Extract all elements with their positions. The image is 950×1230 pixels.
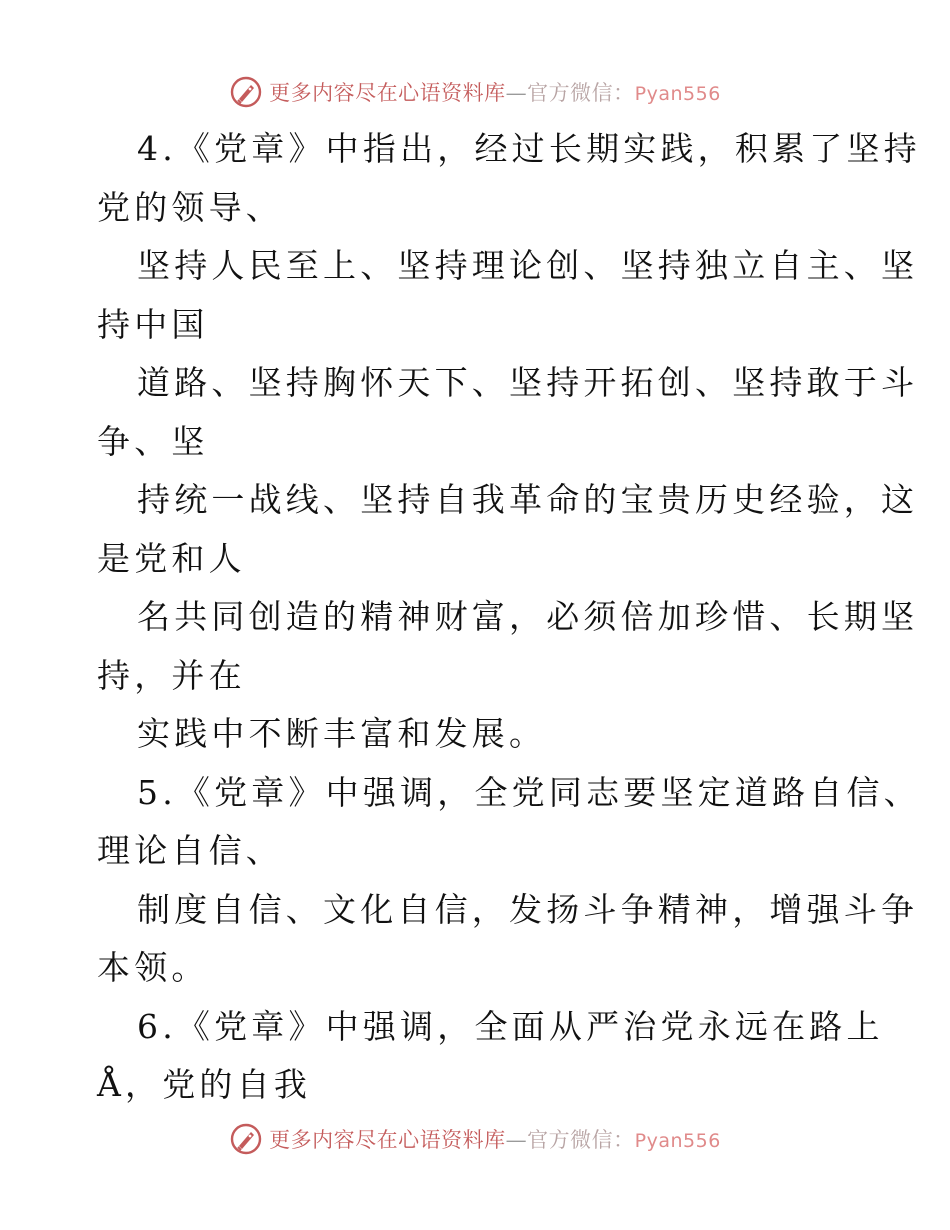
- watermark-text: [269, 77, 721, 107]
- text-line: 6.《党章》中强调，全面从严治党永远在路上: [137, 1006, 884, 1046]
- watermark-text: [269, 1124, 721, 1154]
- document-body: [97, 120, 921, 1115]
- watermark-dash: —: [505, 1128, 528, 1152]
- text-line: 道路、坚持胸怀天下、坚持开拓创、坚持敢于斗: [137, 363, 919, 402]
- text-line: 名共同创造的精神财富，必须倍加珍惜、长期坚: [137, 597, 919, 636]
- pen-nib-icon: [229, 1122, 263, 1156]
- watermark-wechat-id: Pyan556: [634, 1130, 721, 1152]
- text-line: 5.《党章》中强调，全党同志要坚定道路自信、: [137, 772, 921, 812]
- watermark-prefix: 更多内容尽在心语资料库: [269, 1128, 506, 1152]
- text-line: 持，并在: [97, 655, 246, 695]
- text-line: 制度自信、文化自信，发扬斗争精神，增强斗争: [137, 889, 919, 929]
- watermark-wechat-id: Pyan556: [634, 83, 721, 105]
- text-line: 争、坚: [97, 421, 209, 461]
- text-line: 持中国: [97, 304, 209, 344]
- watermark-prefix: 更多内容尽在心语资料库: [269, 81, 506, 105]
- pen-nib-icon: [229, 75, 263, 109]
- header-watermark: [0, 72, 950, 112]
- text-line: 坚持人民至上、坚持理论创、坚持独立自主、坚: [137, 246, 919, 285]
- watermark-dash: —: [505, 81, 528, 105]
- text-line: 4.《党章》中指出，经过长期实践，积累了坚持: [137, 129, 921, 168]
- footer-watermark: [0, 1119, 950, 1159]
- text-line: 党的领导、: [97, 187, 283, 227]
- text-line: 本领。: [97, 948, 209, 987]
- text-line: 实践中不断丰富和发展。: [137, 714, 547, 753]
- watermark-wechat-label: 官方微信：: [527, 81, 635, 105]
- text-line: Å，党的自我: [97, 1065, 312, 1104]
- text-line: 持统一战线、坚持自我革命的宝贵历史经验，这: [137, 480, 919, 519]
- text-line: 是党和人: [97, 538, 246, 578]
- watermark-wechat-label: 官方微信：: [527, 1128, 635, 1152]
- text-line: 理论自信、: [97, 831, 283, 870]
